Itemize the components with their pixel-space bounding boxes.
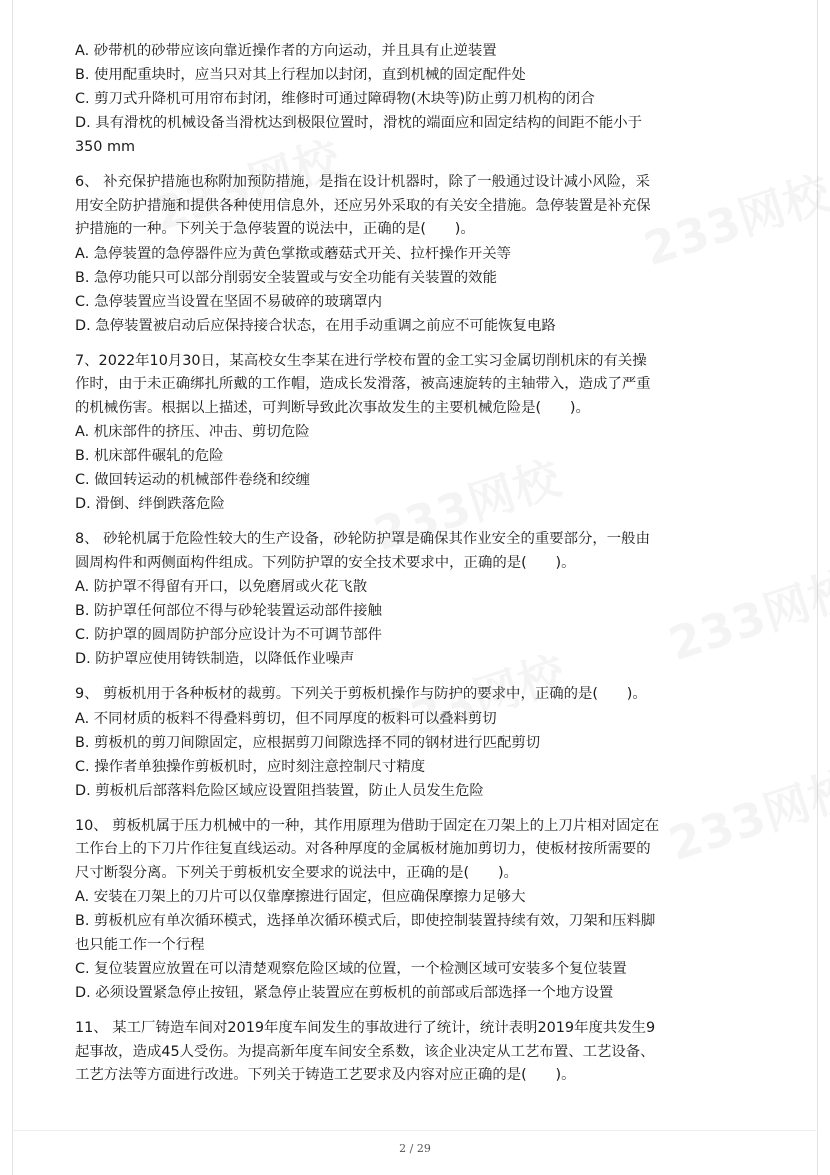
answer-option: A. 机床部件的挤压、冲击、剪切危险 — [75, 424, 310, 440]
question-block — [75, 39, 757, 159]
question-block — [75, 683, 757, 803]
footer-rule — [12, 1130, 818, 1131]
answer-option: D. 防护罩应使用铸铁制造，以降低作业噪声 — [75, 651, 355, 667]
question-block — [75, 815, 757, 1006]
question-stem-line: 9、 剪板机用于各种板材的裁剪。下列关于剪板机操作与防护的要求中，正确的是( )。 — [75, 686, 647, 702]
question-stem-line: 8、 砂轮机属于危险性较大的生产设备，砂轮防护罩是确保其作业安全的重要部分，一般由 — [75, 531, 650, 547]
question-stem-line: 的机械伤害。根据以上描述，可判断导致此次事故发生的主要机械危险是( )。 — [75, 399, 590, 416]
answer-option: D. 滑倒、绊倒跌落危险 — [75, 496, 225, 512]
answer-option: 也只能工作一个行程 — [75, 937, 205, 953]
question-stem-line: 起事故，造成45人受伤。为提高新年度车间安全系数，该企业决定从工艺布置、工艺设备、 — [75, 1043, 655, 1060]
question-block — [75, 350, 757, 517]
answer-option: 350 mm — [75, 139, 136, 155]
question-stem-line: 作时，由于未正确绑扎所戴的工作帽，造成长发滑落，被高速旋转的主轴带入，造成了严重 — [75, 376, 651, 392]
question-stem-line: 6、 补充保护措施也称附加预防措施，是指在设计机器时，除了一般通过设计减小风险，采 — [75, 174, 650, 190]
question-stem-line: 用安全防护措施和提供各种使用信息外，还应另外采取的有关安全措施。急停装置是补充保 — [75, 197, 651, 214]
page-number: 2 / 29 — [399, 1142, 431, 1155]
question-list — [75, 39, 757, 1088]
answer-option: A. 防护罩不得留有开口，以免磨屑或火花飞散 — [75, 579, 368, 595]
answer-option: D. 急停装置被启动后应保持接合状态，在用手动重调之前应不可能恢复电路 — [75, 317, 556, 334]
answer-option: B. 急停功能只可以部分削弱安全装置或与安全功能有关装置的效能 — [75, 269, 497, 286]
answer-option: B. 防护罩任何部位不得与砂轮装置运动部件接触 — [75, 603, 382, 619]
answer-option: B. 剪板机的剪刀间隙固定，应根据剪刀间隙选择不同的钢材进行匹配剪切 — [75, 734, 541, 751]
question-stem-line: 7、2022年10月30日，某高校女生李某在进行学校布置的金工实习金属切削机床的有关操 — [75, 352, 647, 369]
answer-option: C. 急停装置应当设置在坚固不易破碎的玻璃罩内 — [75, 293, 383, 310]
answer-option: C. 防护罩的圆周防护部分应设计为不可调节部件 — [75, 627, 383, 643]
answer-option: C. 复位装置应放置在可以清楚观察危险区域的位置，一个检测区域可安装多个复位装置 — [75, 961, 627, 977]
page-edge-right — [817, 0, 818, 1175]
answer-option: B. 剪板机应有单次循环模式，选择单次循环模式后，即使控制装置持续有效，刀架和压料脚 — [75, 913, 656, 929]
question-block — [75, 1017, 757, 1088]
answer-option: A. 不同材质的板料不得叠料剪切，但不同厚度的板料可以叠料剪切 — [75, 710, 497, 727]
page-edge-left — [12, 0, 13, 1175]
question-block — [75, 528, 757, 671]
question-stem-line: 工艺方法等方面进行改进。下列关于铸造工艺要求及内容对应正确的是( )。 — [75, 1067, 576, 1083]
answer-option: C. 做回转运动的机械部件卷绕和绞缠 — [75, 472, 311, 488]
answer-option: D. 具有滑枕的机械设备当滑枕达到极限位置时，滑枕的端面应和固定结构的间距不能小于 — [75, 115, 643, 131]
question-stem-line: 护措施的一种。下列关于急停装置的说法中，正确的是( )。 — [75, 221, 475, 237]
answer-option: C. 剪刀式升降机可用帘布封闭，维修时可通过障碍物(木块等)防止剪刀机构的闭合 — [75, 91, 595, 107]
answer-option: B. 使用配重块时，应当只对其上行程加以封闭，直到机械的固定配件处 — [75, 67, 526, 83]
question-stem-line: 11、 某工厂铸造车间对2019年度车间发生的事故进行了统计，统计表明2019年度共发生9 — [75, 1020, 656, 1036]
question-stem-line: 尺寸断裂分离。下列关于剪板机安全要求的说法中，正确的是( )。 — [75, 864, 518, 881]
answer-option: A. 砂带机的砂带应该向靠近操作者的方向运动，并且具有止逆装置 — [75, 43, 497, 59]
answer-option: D. 必须设置紧急停止按钮，紧急停止装置应在剪板机的前部或后部选择一个地方设置 — [75, 985, 614, 1001]
question-stem-line: 工作台上的下刀片作往复直线运动。对各种厚度的金属板材施加剪切力，使板材按所需要的 — [75, 841, 651, 857]
answer-option: A. 急停装置的急停器件应为黄色掌揿或蘑菇式开关、拉杆操作开关等 — [75, 245, 512, 262]
answer-option: C. 操作者单独操作剪板机时，应时刻注意控制尺寸精度 — [75, 758, 426, 775]
question-stem-line: 圆周构件和两侧面构件组成。下列防护罩的安全技术要求中，正确的是( )。 — [75, 554, 576, 571]
answer-option: A. 安装在刀架上的刀片可以仅靠摩擦进行固定，但应确保摩擦力足够大 — [75, 889, 526, 905]
answer-option: D. 剪板机后部落料危险区域应设置阻挡装置，防止人员发生危险 — [75, 782, 484, 799]
question-block — [75, 171, 757, 338]
question-stem-line: 10、 剪板机属于压力机械中的一种，其作用原理为借助于固定在刀架上的上刀片相对固定在 — [75, 817, 660, 834]
answer-option: B. 机床部件碾轧的危险 — [75, 448, 224, 464]
